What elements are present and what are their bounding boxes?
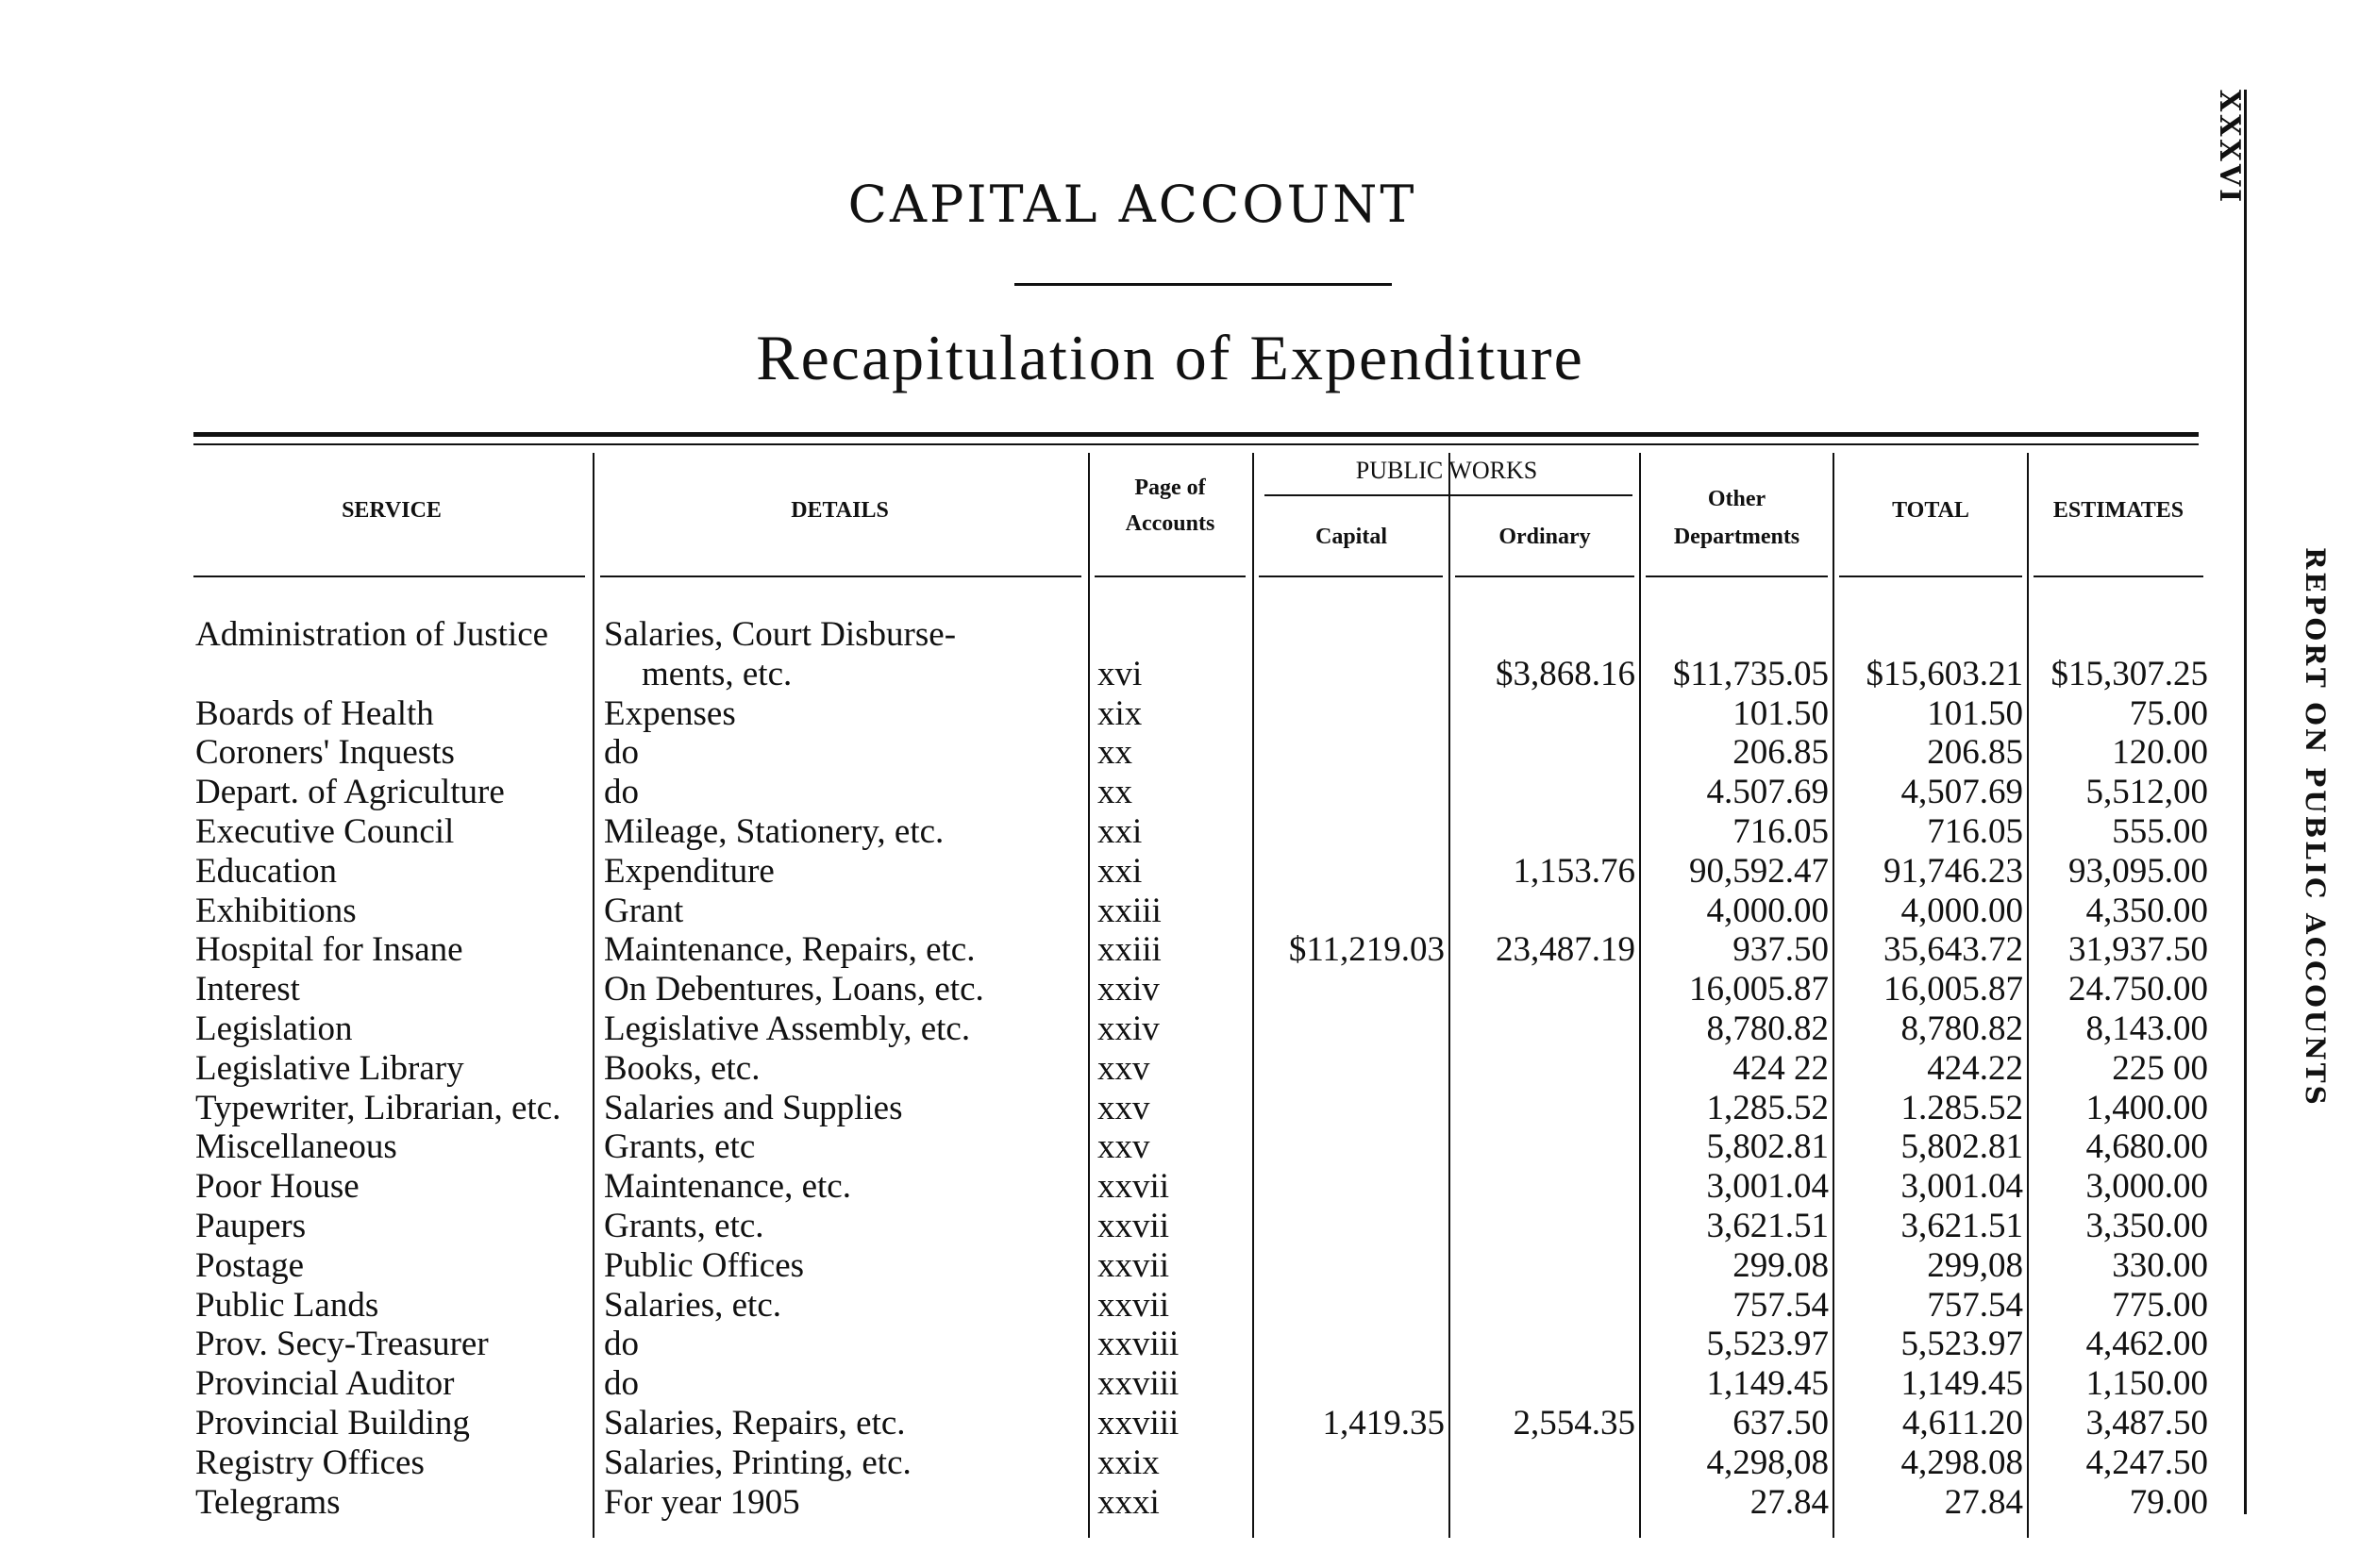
cell-page: xix [1097,693,1143,733]
cell-other-departments: 90,592.47 [1689,851,1829,891]
cell-page: xxxi [1097,1482,1160,1522]
table-top-rule-thin [193,443,2199,445]
cell-details: Expenses [604,693,736,733]
cell-details: For year 1905 [604,1482,800,1522]
cell-service: Public Lands [195,1285,379,1325]
cell-total: $15,603.21 [1866,654,2023,693]
cell-ordinary [1450,694,1635,734]
cell-total: 716.05 [1927,812,2023,851]
cell-service: Interest [195,970,300,1009]
cell-details: Expenditure [604,851,775,891]
header-estimates: ESTIMATES [2052,498,2184,523]
cell-page: xxviii [1097,1404,1180,1443]
cell-capital [1254,733,1445,773]
public-works-rule [1264,494,1632,496]
cell-details: do [604,773,639,812]
cell-details: ments, etc. [642,654,793,693]
cell-total [1834,615,2023,655]
cell-other-departments: 206.85 [1732,733,1829,773]
cell-capital [1254,1364,1445,1404]
header-rule [1455,575,1634,577]
cell-capital [1254,655,1445,694]
cell-estimates: 3,487.50 [2085,1404,2208,1443]
cell-service: Exhibitions [195,891,357,930]
cell-details: On Debentures, Loans, etc. [604,970,984,1009]
table-row [0,1009,2227,1049]
header-public-works: PUBLIC WORKS [1355,457,1538,484]
cell-capital [1254,1009,1445,1049]
header-rule [1259,575,1443,577]
cell-capital [1254,694,1445,734]
cell-other-departments: 637.50 [1732,1404,1829,1443]
cell-estimates: 75.00 [2129,693,2208,733]
table-row [0,1246,2227,1286]
cell-estimates: 93,095.00 [2068,851,2208,891]
cell-service: Education [195,851,338,891]
cell-capital [1254,970,1445,1009]
cell-capital [1254,1167,1445,1207]
cell-page: xvi [1097,654,1143,693]
header-rule [193,575,585,577]
cell-estimates: 5,512,00 [2085,773,2208,812]
cell-ordinary [1450,1483,1635,1523]
cell-details: Salaries, Court Disburse- [604,615,957,654]
cell-ordinary [1450,1443,1635,1483]
cell-other-departments: 8,780.82 [1706,1009,1829,1048]
table-row [0,615,2227,655]
cell-total: 4,000.00 [1900,891,2023,930]
page-margin-rule [2244,90,2247,1514]
cell-page: xx [1097,733,1132,773]
cell-service: Provincial Auditor [195,1364,455,1404]
cell-page: xxiv [1097,970,1160,1009]
cell-page: xxviii [1097,1325,1180,1364]
cell-service: Telegrams [195,1482,341,1522]
cell-capital: 1,419.35 [1322,1404,1445,1443]
header-total: TOTAL [1892,498,1969,523]
cell-service: Legislative Library [195,1048,464,1088]
cell-estimates: 775.00 [2112,1285,2208,1325]
cell-capital [1254,1207,1445,1246]
cell-other-departments: 3,621.51 [1706,1207,1829,1245]
cell-page: xxiii [1097,930,1162,970]
table-row [0,1049,2227,1089]
cell-page: xxviii [1097,1364,1180,1404]
cell-ordinary [1450,615,1635,655]
header-other: Other [1707,487,1766,511]
cell-other-departments: 757.54 [1732,1285,1829,1325]
cell-service: Typewriter, Librarian, etc. [195,1088,561,1127]
cell-other-departments: 716.05 [1732,812,1829,851]
cell-page: xxv [1097,1127,1150,1167]
table-row [0,655,2227,694]
cell-ordinary [1450,1009,1635,1049]
side-page-number: XXXVI [2213,90,2246,206]
header-page-of: Page of [1134,475,1206,500]
cell-other-departments: 299.08 [1732,1245,1829,1285]
table-row [0,773,2227,812]
table-row [0,694,2227,734]
cell-total: 27.84 [1944,1482,2023,1522]
cell-capital [1254,1127,1445,1167]
cell-service: Paupers [195,1207,307,1245]
cell-details: Mileage, Stationery, etc. [604,812,945,851]
cell-details: do [604,1325,639,1364]
cell-service: Depart. of Agriculture [195,773,505,812]
cell-capital [1254,1246,1445,1286]
cell-estimates: 3,350.00 [2085,1207,2208,1245]
cell-capital [1254,1325,1445,1364]
header-rule [600,575,1081,577]
cell-estimates: 120.00 [2112,733,2208,773]
cell-total: 35,643.72 [1883,930,2023,970]
cell-total: 424.22 [1927,1048,2023,1088]
cell-service: Executive Council [195,812,455,851]
cell-page: xxix [1097,1443,1160,1482]
cell-other-departments: 4,298,08 [1706,1443,1829,1482]
cell-capital [1254,812,1445,852]
cell-total: 4,611.20 [1901,1404,2023,1443]
page-title: CAPITAL ACCOUNT [847,175,1417,234]
cell-page: xxvii [1097,1167,1170,1207]
cell-total: 4,507.69 [1900,773,2023,812]
cell-details: Legislative Assembly, etc. [604,1009,971,1048]
cell-other-departments: 1,285.52 [1706,1088,1829,1127]
cell-total: 757.54 [1927,1285,2023,1325]
cell-ordinary [1450,1167,1635,1207]
header-ordinary: Ordinary [1498,525,1591,549]
cell-ordinary: 1,153.76 [1513,851,1635,891]
table-row [0,1167,2227,1207]
cell-estimates: 31,937.50 [2068,930,2208,970]
cell-service: Hospital for Insane [195,930,463,970]
cell-total: 16,005.87 [1883,970,2023,1009]
cell-page: xxv [1097,1048,1150,1088]
table-row [0,1483,2227,1523]
table-top-rule [193,432,2199,437]
cell-ordinary [1450,1207,1635,1246]
cell-page: xxiv [1097,1009,1160,1048]
cell-total: 5,802.81 [1900,1127,2023,1167]
cell-page: xxvii [1097,1285,1170,1325]
cell-details: Grant [604,891,684,930]
cell-total: 5,523.97 [1900,1325,2023,1364]
cell-details: Grants, etc [604,1127,756,1167]
cell-page: xxvii [1097,1245,1170,1285]
cell-ordinary [1450,970,1635,1009]
cell-total: 206.85 [1927,733,2023,773]
cell-details: do [604,733,639,773]
cell-page: xxv [1097,1088,1150,1127]
cell-ordinary [1450,1127,1635,1167]
header-accounts: Accounts [1125,511,1215,536]
table-row [0,930,2227,970]
cell-other-departments [1641,615,1829,655]
cell-details: Maintenance, etc. [604,1167,851,1207]
table-row [0,1127,2227,1167]
cell-details: Books, etc. [604,1048,761,1088]
cell-ordinary [1450,1049,1635,1089]
cell-ordinary [1450,1246,1635,1286]
cell-details: Salaries, Printing, etc. [604,1443,912,1482]
cell-ordinary [1450,812,1635,852]
cell-service [195,655,592,694]
cell-capital [1254,1286,1445,1326]
cell-other-departments: 27.84 [1749,1482,1829,1522]
cell-ordinary [1450,1286,1635,1326]
cell-capital [1254,1483,1445,1523]
cell-estimates: 225 00 [2112,1048,2208,1088]
header-rule [1839,575,2022,577]
table-row [0,1443,2227,1483]
cell-total: 3,001.04 [1900,1167,2023,1207]
header-rule [1646,575,1828,577]
cell-other-departments: 424 22 [1732,1048,1829,1088]
page-subtitle: Recapitulation of Expenditure [756,322,1584,393]
cell-details: Maintenance, Repairs, etc. [604,930,976,970]
cell-estimates: 1,400.00 [2085,1088,2208,1127]
header-service: SERVICE [342,498,442,523]
cell-page: xxiii [1097,891,1162,930]
cell-estimates [2029,615,2208,655]
cell-service: Administration of Justice [195,615,549,654]
cell-total: 101.50 [1927,693,2023,733]
cell-other-departments: 101.50 [1732,693,1829,733]
cell-capital [1254,773,1445,812]
table-row [0,970,2227,1009]
table-row [0,1286,2227,1326]
cell-estimates: 4,350.00 [2085,891,2208,930]
cell-service: Boards of Health [195,693,434,733]
cell-total: 4,298.08 [1900,1443,2023,1482]
cell-service: Registry Offices [195,1443,425,1482]
cell-service: Coroners' Inquests [195,733,455,773]
header-details: DETAILS [791,498,889,523]
cell-total: 8,780.82 [1900,1009,2023,1048]
table-row [0,1325,2227,1364]
table-row [0,1207,2227,1246]
cell-other-departments: 16,005.87 [1689,970,1829,1009]
cell-service: Provincial Building [195,1404,470,1443]
cell-estimates: 79.00 [2129,1482,2208,1522]
cell-capital [1254,1089,1445,1128]
cell-other-departments: 1,149.45 [1706,1364,1829,1404]
cell-estimates: 330.00 [2112,1245,2208,1285]
cell-capital: $11,219.03 [1288,930,1445,970]
cell-total: 3,621.51 [1900,1207,2023,1245]
cell-ordinary [1450,1364,1635,1404]
cell-estimates: 555.00 [2112,812,2208,851]
cell-other-departments: 4,000.00 [1706,891,1829,930]
cell-other-departments: $11,735.05 [1672,654,1829,693]
cell-other-departments: 3,001.04 [1706,1167,1829,1207]
cell-page: xx [1097,773,1132,812]
header-departments: Departments [1673,525,1800,549]
table-row [0,733,2227,773]
cell-page: xxvii [1097,1207,1170,1245]
cell-service: Legislation [195,1009,353,1048]
cell-capital [1254,1443,1445,1483]
cell-other-departments: 4.507.69 [1706,773,1829,812]
cell-estimates: 24.750.00 [2068,970,2208,1009]
table-row [0,1364,2227,1404]
cell-details: Grants, etc. [604,1207,764,1245]
cell-page [1097,615,1248,655]
title-divider [1014,283,1392,286]
cell-total: 1,149.45 [1900,1364,2023,1404]
cell-estimates: 3,000.00 [2085,1167,2208,1207]
cell-estimates: 4,680.00 [2085,1127,2208,1167]
cell-ordinary [1450,1089,1635,1128]
table-row [0,1404,2227,1443]
cell-details: do [604,1364,639,1404]
cell-service: Miscellaneous [195,1127,397,1167]
table-row [0,1089,2227,1128]
cell-other-departments: 5,802.81 [1706,1127,1829,1167]
cell-ordinary [1450,1325,1635,1364]
header-rule [1095,575,1246,577]
cell-details: Public Offices [604,1245,805,1285]
cell-estimates: 4,247.50 [2085,1443,2208,1482]
cell-estimates: 1,150.00 [2085,1364,2208,1404]
cell-other-departments: 937.50 [1732,930,1829,970]
table-row [0,852,2227,892]
table-row [0,892,2227,931]
cell-total: 299,08 [1927,1245,2023,1285]
cell-page: xxi [1097,812,1143,851]
header-rule [2034,575,2203,577]
cell-details: Salaries, etc. [604,1285,781,1325]
cell-capital [1254,1049,1445,1089]
header-capital: Capital [1314,525,1387,549]
cell-ordinary [1450,733,1635,773]
cell-ordinary: 2,554.35 [1513,1404,1635,1443]
cell-ordinary [1450,892,1635,931]
side-running-head: REPORT ON PUBLIC ACCOUNTS [2300,547,2331,1108]
cell-capital [1254,615,1445,655]
cell-estimates: 4,462.00 [2085,1325,2208,1364]
cell-other-departments: 5,523.97 [1706,1325,1829,1364]
cell-estimates: $15,307.25 [2050,654,2208,693]
cell-ordinary [1450,773,1635,812]
cell-total: 91,746.23 [1883,851,2023,891]
cell-service: Poor House [195,1167,360,1207]
table-row [0,812,2227,852]
cell-ordinary: 23,487.19 [1496,930,1635,970]
cell-details: Salaries, Repairs, etc. [604,1404,906,1443]
cell-page: xxi [1097,851,1143,891]
cell-total: 1.285.52 [1900,1088,2023,1127]
cell-ordinary: $3,868.16 [1496,654,1635,693]
cell-capital [1254,852,1445,892]
cell-service: Postage [195,1245,305,1285]
cell-details: Salaries and Supplies [604,1088,903,1127]
cell-capital [1254,892,1445,931]
cell-estimates: 8,143.00 [2085,1009,2208,1048]
cell-service: Prov. Secy-Treasurer [195,1325,489,1364]
